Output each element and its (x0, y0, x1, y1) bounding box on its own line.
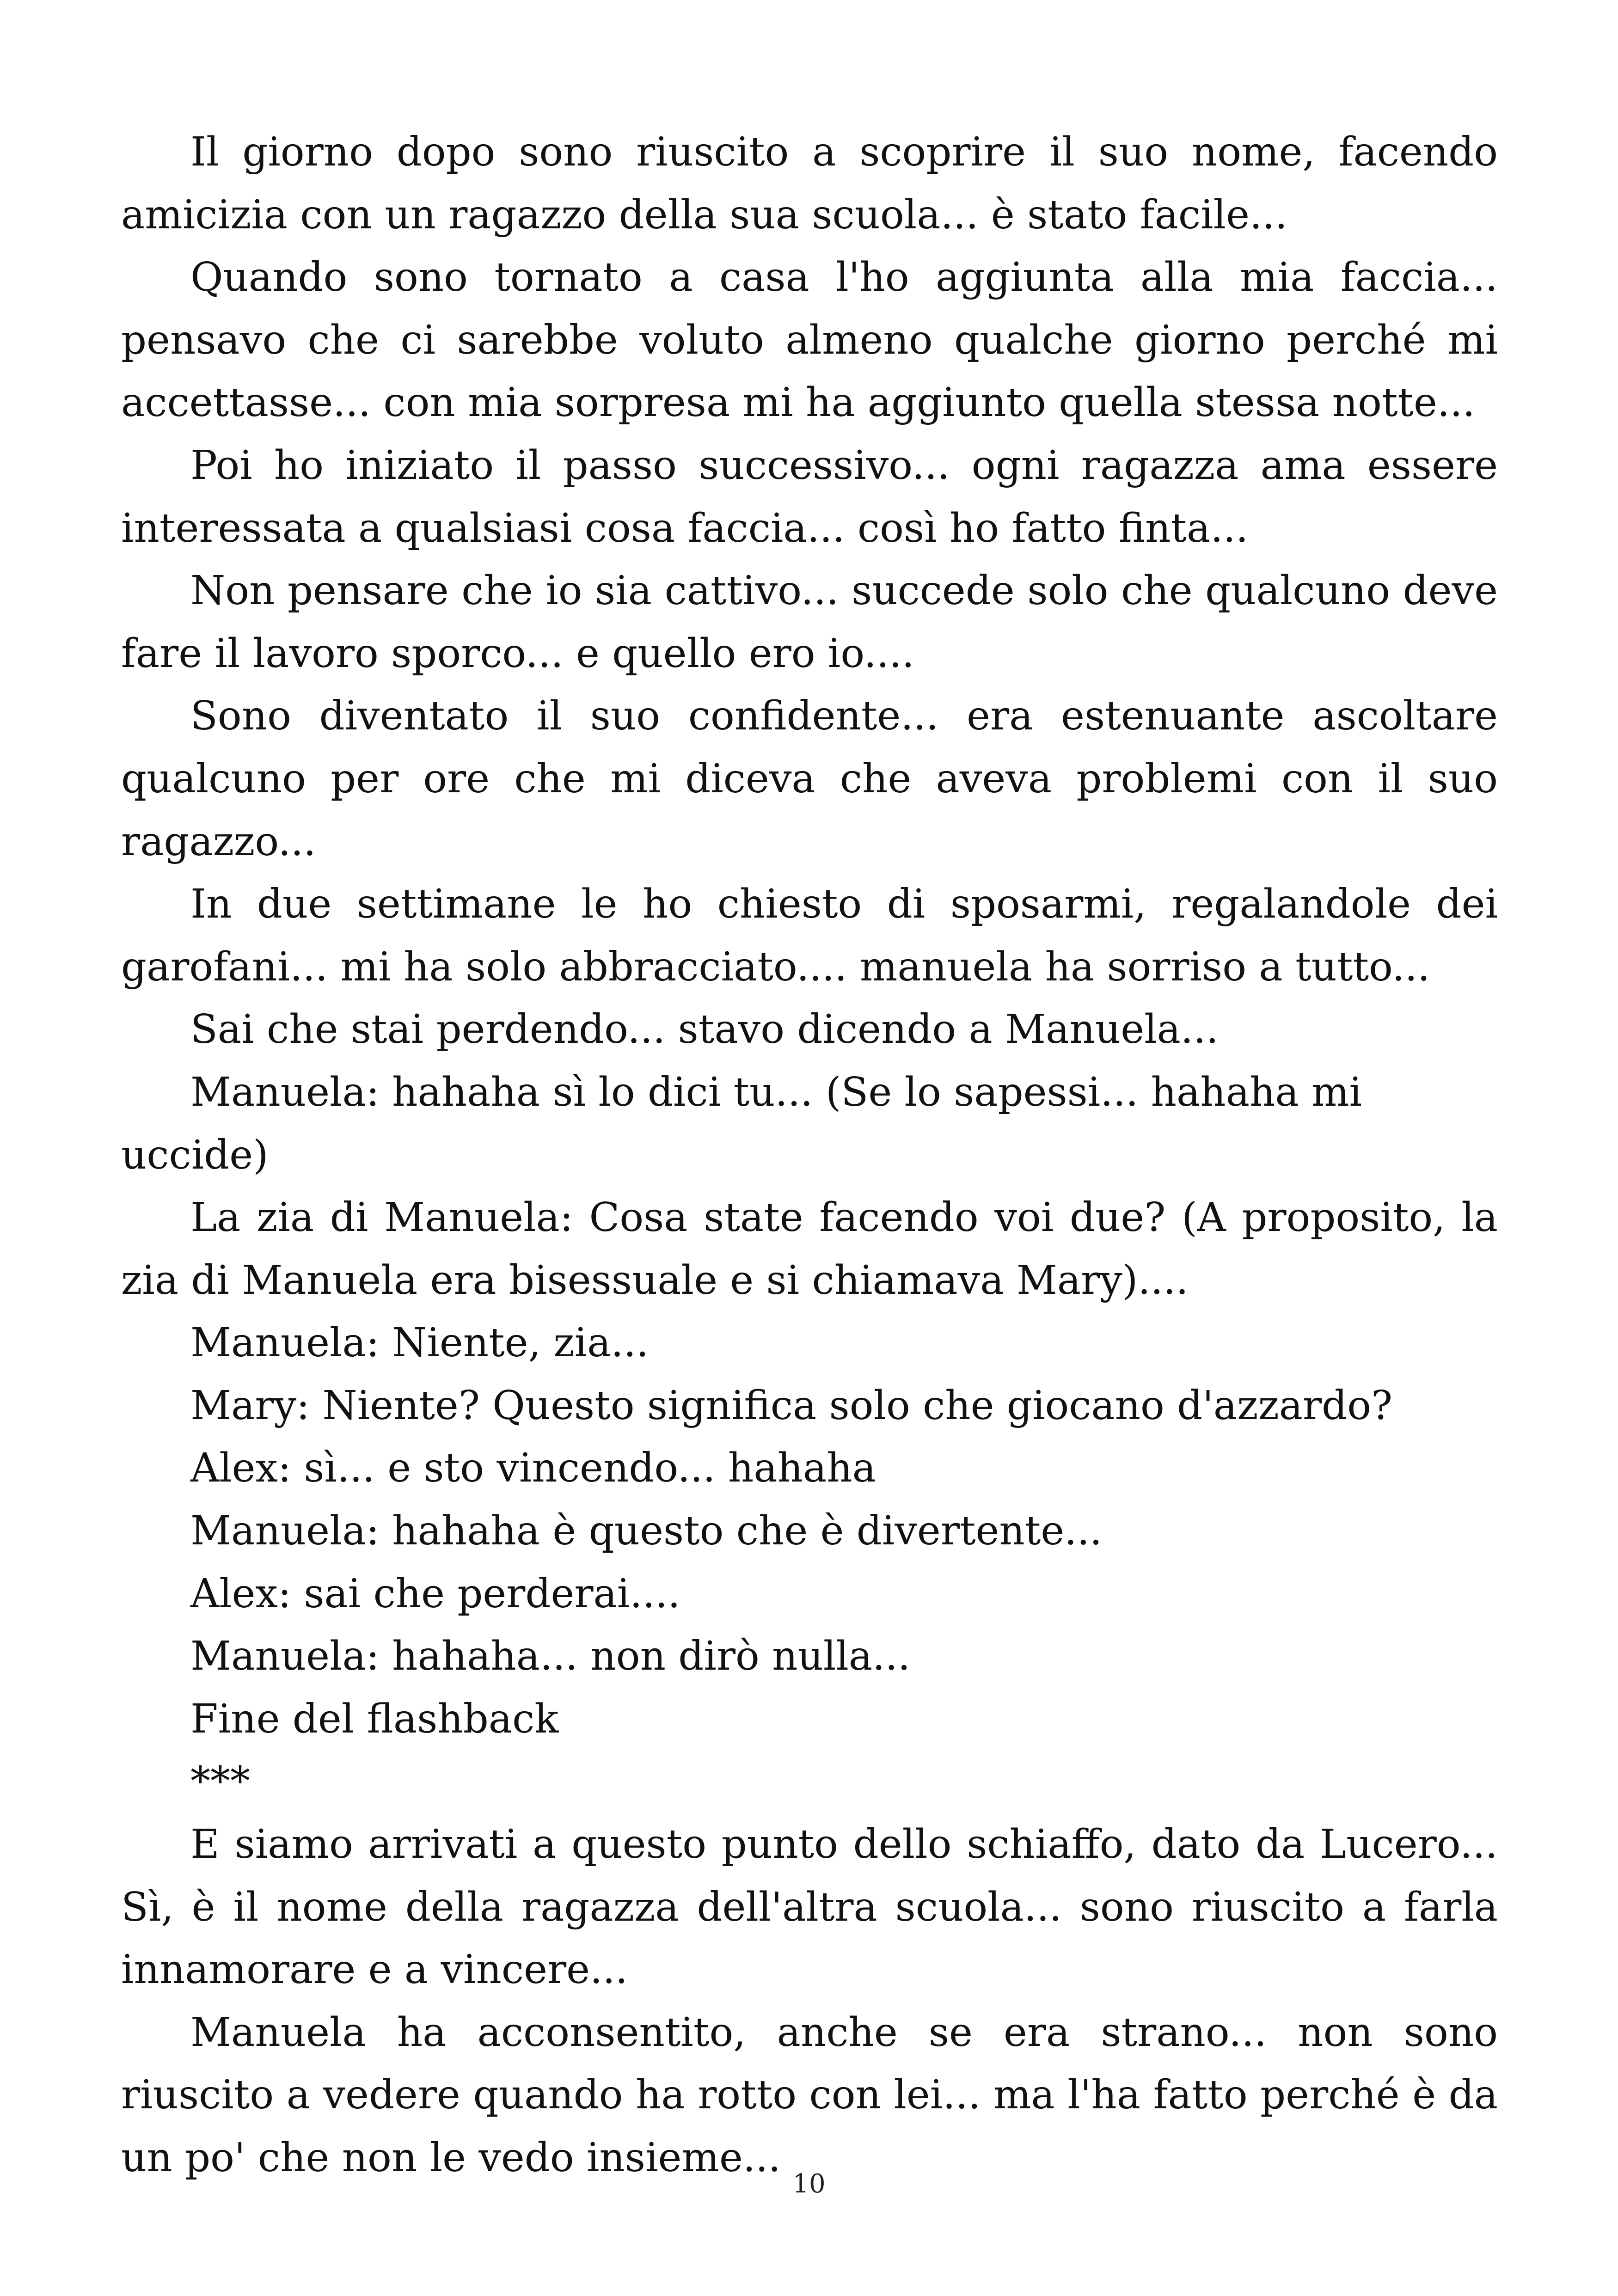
paragraph: Fine del flashback (190, 1696, 559, 1742)
paragraph: Il giorno dopo sono riuscito a scoprire il suo nome, facendo amicizia con un ragazzo della sua scuola... è stato facile... (121, 129, 1498, 238)
dialogue-line: La zia di Manuela: Cosa state facendo voi due? (A proposito, la zia di Manuela era bisessuale e si chiamava Mary).... (121, 1194, 1498, 1304)
page-number: 10 (792, 2169, 826, 2199)
scene-break: *** (190, 1758, 250, 1805)
paragraph: Manuela ha acconsentito, anche se era strano... non sono riuscito a vedere quando ha rotto con lei... ma l'ha fatto perché è da un po' che non le vedo insieme... (121, 2009, 1498, 2181)
dialogue-line: Mary: Niente? Questo significa solo che giocano d'azzardo? (190, 1382, 1393, 1429)
dialogue-line: Alex: sì... e sto vincendo... hahaha (190, 1445, 876, 1492)
dialogue-line: Manuela: hahaha è questo che è divertente... (190, 1508, 1103, 1555)
body-text (121, 121, 1498, 2190)
dialogue-line: Alex: sai che perderai.... (190, 1570, 680, 1617)
dialogue-line: Manuela: hahaha... non dirò nulla... (190, 1633, 911, 1680)
dialogue-line: Manuela: Niente, zia... (190, 1320, 649, 1366)
paragraph: E siamo arrivati a questo punto dello schiaffo, dato da Lucero... Sì, è il nome della ragazza dell'altra scuola... sono riuscito a farla innamorare e a vincere... (121, 1821, 1498, 1993)
paragraph: Non pensare che io sia cattivo... succede solo che qualcuno deve fare il lavoro sporco... e quello ero io.... (121, 568, 1498, 677)
dialogue-line: Manuela: hahaha sì lo dici tu... (Se lo sapessi... hahaha mi uccide) (121, 1069, 1362, 1178)
paragraph: Poi ho iniziato il passo successivo... ogni ragazza ama essere interessata a qualsiasi cosa faccia... così ho fatto finta... (121, 442, 1498, 551)
paragraph: In due settimane le ho chiesto di sposarmi, regalandole dei garofani... mi ha solo abbracciato.... manuela ha sorriso a tutto... (121, 881, 1498, 990)
paragraph: Quando sono tornato a casa l'ho aggiunta alla mia faccia... pensavo che ci sarebbe voluto almeno qualche giorno perché mi accettasse... con mia sorpresa mi ha aggiunto quella stessa notte... (121, 254, 1498, 426)
paragraph: Sai che stai perdendo... stavo dicendo a Manuela... (190, 1006, 1219, 1053)
paragraph: Sono diventato il suo confidente... era estenuante ascoltare qualcuno per ore che mi diceva che aveva problemi con il suo ragazzo... (121, 693, 1498, 865)
